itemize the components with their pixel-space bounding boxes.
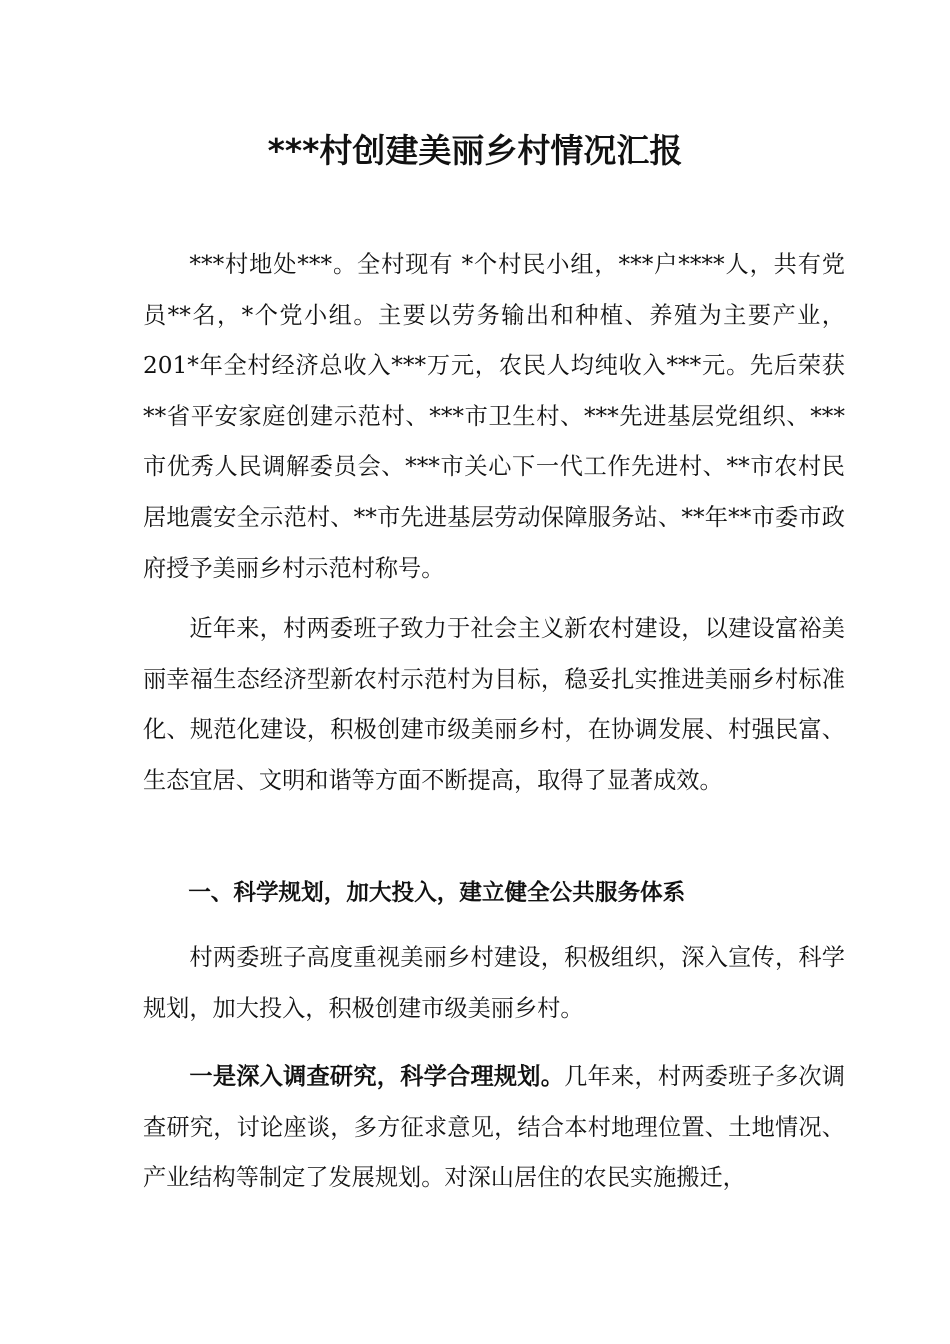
paragraph-point-one (143, 1052, 845, 1204)
paragraph-section-1-intro: 村两委班子高度重视美丽乡村建设，积极组织，深入宣传，科学规划，加大投入，积极创建市级美丽乡村。 (143, 944, 845, 1022)
point-one-lead: 一是深入调查研究，科学合理规划。 (189, 1063, 565, 1090)
section-heading-1: 一、科学规划，加大投入，建立健全公共服务体系 (188, 880, 686, 906)
document-title: ***村创建美丽乡村情况汇报 (267, 131, 683, 170)
point-one-text: 几年来，村两委班子多次调查研究，讨论座谈，多方征求意见，结合本村地理位置、土地情况、产业结构等制定了发展规划。对深山居住的农民实施搬迁， (143, 1063, 846, 1192)
paragraph-village-overview: ***村地处***。全村现有 *个村民小组，***户****人，共有党员**名，*个党小组。主要以劳务输出和种植、养殖为主要产业，201*年全村经济总收入***万元，农民人均纯收入***元。先后荣获**省平安家庭创建示范村、***市卫生村、***先进基层党组织、***市优秀人民调解委员会、***市关心下一代工作先进村、**市农村民居地震安全示范村、**市先进基层劳动保障服务站、**年**市委市政府授予美丽乡村示范村称号。 (143, 251, 845, 582)
paragraph-recent-years: 近年来，村两委班子致力于社会主义新农村建设，以建设富裕美丽幸福生态经济型新农村示范村为目标，稳妥扎实推进美丽乡村标准化、规范化建设，积极创建市级美丽乡村，在协调发展、村强民富、生态宜居、文明和谐等方面不断提高，取得了显著成效。 (143, 615, 845, 794)
